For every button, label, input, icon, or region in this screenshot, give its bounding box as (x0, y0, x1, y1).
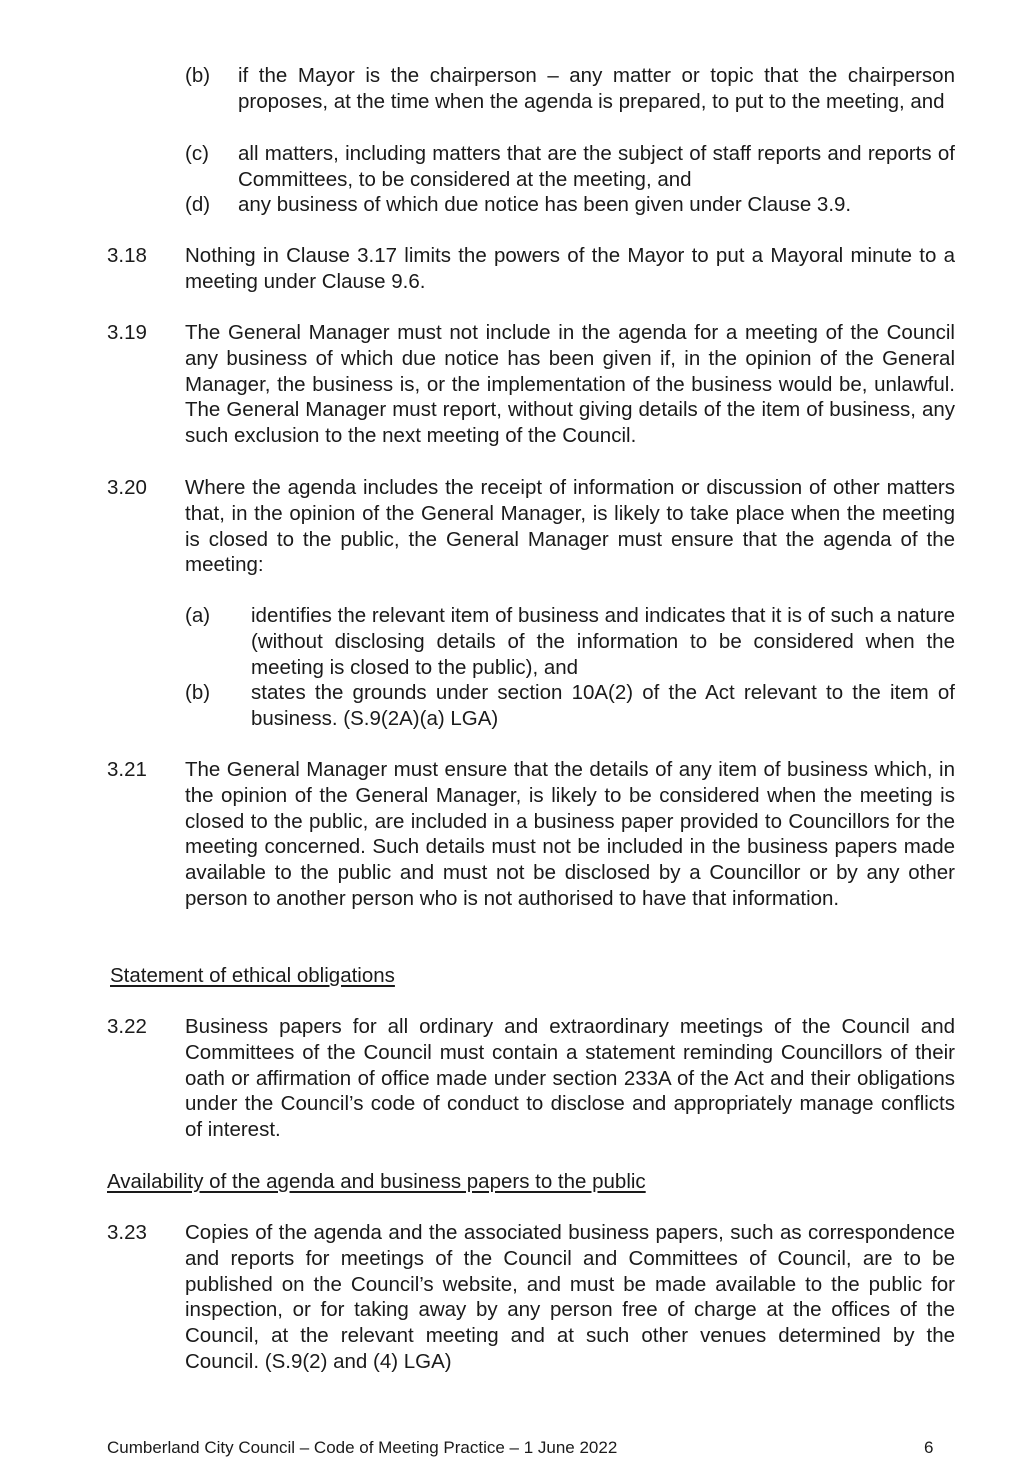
subclause-label: (b) (185, 64, 211, 87)
clause-number: 3.21 (107, 758, 147, 781)
clause-text: Where the agenda includes the receipt of information or discussion of other matters that, in the opinion of the General Manager, is likely to take place when the meeting is closed to the public, the General Manager must ensure that the agenda of the meeting: (185, 476, 955, 577)
subclause-3-20-b (185, 680, 955, 732)
section-heading-ethical-obligations: Statement of ethical obligations (110, 964, 395, 987)
page-number: 6 (924, 1438, 934, 1457)
clause-text: The General Manager must not include in the agenda for a meeting of the Council any business of which due notice has been given if, in the opinion of the General Manager, the business is, or the implementation of the business would be, unlawful. The General Manager must report, without giving details of the item of business, any such exclusion to the next meeting of the Council. (185, 321, 955, 448)
subclause-3-20-a (185, 603, 955, 681)
subclause-text: if the Mayor is the chairperson – any matter or topic that the chairperson proposes, at the time when the agenda is prepared, to put to the meeting, and (238, 64, 955, 113)
subclause-label: (c) (185, 142, 209, 165)
subclause-label: (d) (185, 193, 211, 216)
subclause-text: identifies the relevant item of business and indicates that it is of such a nature (without disclosing details of the information to be considered when the meeting is closed to the public), and (251, 604, 955, 679)
subclause-b (185, 63, 955, 141)
subclause-text: all matters, including matters that are the subject of staff reports and reports of Committees, to be considered at the meeting, and (238, 142, 955, 191)
clause-text: Business papers for all ordinary and extraordinary meetings of the Council and Committees of the Council must contain a statement reminding Councillors of their oath or affirmation of office made under section 233A of the Act and their obligations under the Council’s code of conduct to disclose and appropriately manage conflicts of interest. (185, 1015, 955, 1142)
clause-number: 3.20 (107, 476, 147, 499)
footer-title: Cumberland City Council – Code of Meeting Practice – 1 June 2022 (107, 1438, 618, 1457)
subclause-label: (a) (185, 604, 211, 627)
subclause-text: any business of which due notice has been given under Clause 3.9. (238, 193, 852, 216)
subclause-c (185, 141, 955, 193)
clause-text: Copies of the agenda and the associated business papers, such as correspondence and reports for meetings of the Council and Committees of Council, are to be published on the Council’s website, and must be made available to the public for inspection, or for taking away by any person free of charge at the offices of the Council, at the relevant meeting and at such other venues determined by the Council. (S.9(2) and (4) LGA) (185, 1221, 955, 1373)
clause-number: 3.22 (107, 1015, 147, 1038)
subclause-text: states the grounds under section 10A(2) of the Act relevant to the item of business. (S.9(2A)(a) LGA) (251, 681, 955, 730)
clause-text: Nothing in Clause 3.17 limits the powers of the Mayor to put a Mayoral minute to a meeting under Clause 9.6. (185, 244, 955, 293)
clause-number: 3.18 (107, 244, 147, 267)
clause-text: The General Manager must ensure that the details of any item of business which, in the opinion of the General Manager, is likely to be considered when the meeting is closed to the public, are included in a business paper provided to Councillors for the meeting concerned. Such details must not be included in the business papers made available to the public and must not be disclosed by a Councillor or by any other person to another person who is not authorised to have that information. (185, 758, 955, 910)
section-heading-availability: Availability of the agenda and business papers to the public (107, 1170, 646, 1193)
subclause-d (185, 192, 955, 218)
subclause-label: (b) (185, 681, 211, 704)
clause-number: 3.19 (107, 321, 147, 344)
clause-number: 3.23 (107, 1221, 147, 1244)
